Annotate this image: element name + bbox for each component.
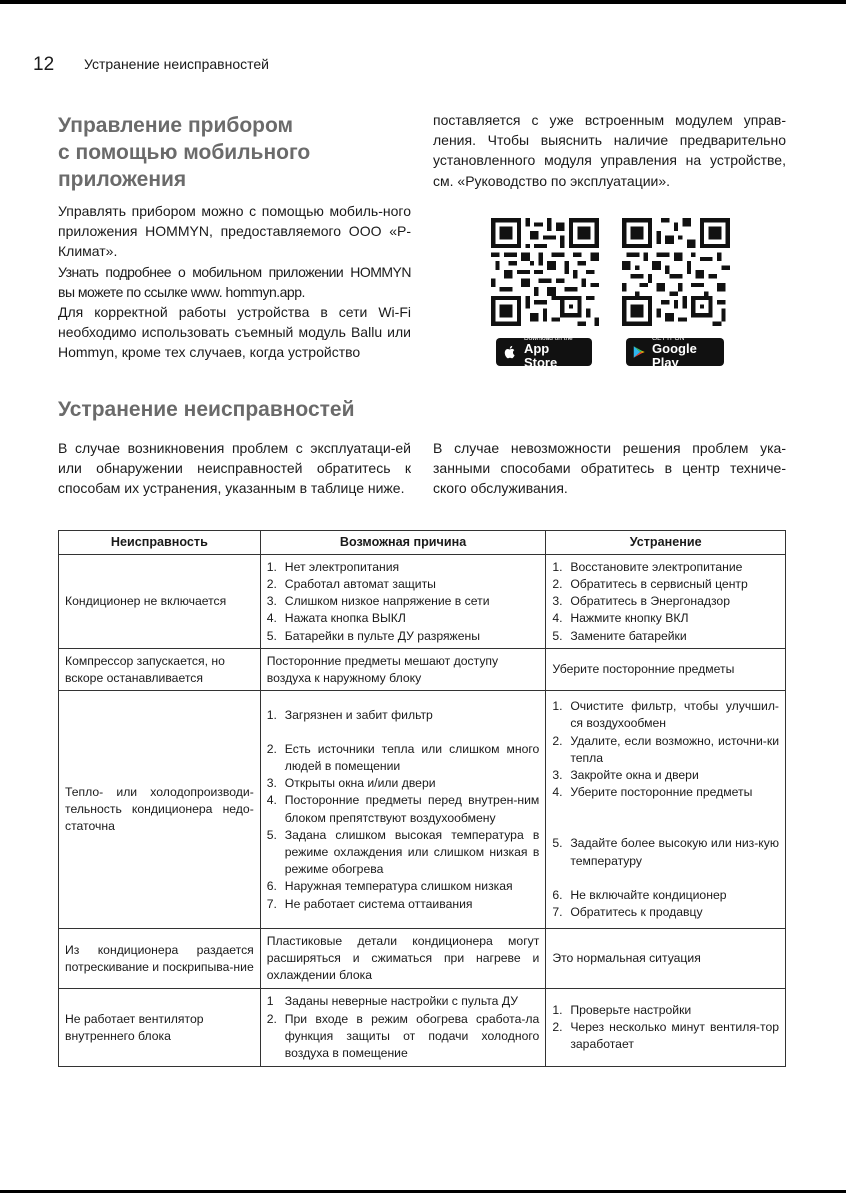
paragraph: Управлять прибором можно с помощью мобиль-ного приложения HOMMYN, предоставляемого ООО «Р-Климат». <box>58 203 411 260</box>
badge-big-text: App Store <box>523 340 558 370</box>
title-line: приложения <box>58 168 187 191</box>
list-item: 2. При входе в режим обогрева сработа-ла функция защиты от подачи холодного воздуха в помещение <box>266 1011 540 1060</box>
google-play-badge[interactable] <box>626 334 724 370</box>
list-item: 3. Закройте окна и двери <box>552 768 699 782</box>
list-item: 1. Проверьте настройки <box>552 1002 692 1017</box>
fix-cell <box>546 555 786 649</box>
fault-cell: Компрессор запускается, но вскоре останавливается <box>59 649 261 691</box>
badge-small-text: Download on the <box>523 334 573 342</box>
list-item: 4. Уберите посторонние предметы <box>552 785 753 800</box>
list-item: 4. Посторонние предметы перед внутрен-ним блоком препятствуют воздухообмену <box>266 793 540 825</box>
top-rule <box>0 0 846 4</box>
column-header-fix: Устранение <box>546 531 786 555</box>
section-title-troubleshooting: Устранение неисправностей <box>58 398 355 421</box>
google-play-icon <box>632 344 646 360</box>
title-line: с помощью мобильного <box>58 141 311 164</box>
list-item: 2. Сработал автомат защиты <box>266 576 436 591</box>
paragraph: Для корректной работы устройства в сети Wi-Fi необходимо использовать съемный модуль Ballu или Hommyn, кроме тех случаев, когда устройство <box>58 304 411 361</box>
list-item: 6. Не включайте кондиционер <box>552 887 727 902</box>
cause-cell <box>260 691 546 929</box>
paragraph: В случае невозможности решения проблем ука-занными способами обратитесь в центр техниче-ского обслуживания. <box>433 440 786 497</box>
list-item: 2. Обратитесь в сервисный центр <box>552 576 748 591</box>
list-item: 7. Обратитесь к продавцу <box>552 905 703 920</box>
list-item: 3. Слишком низкое напряжение в сети <box>266 594 490 609</box>
table-header-row <box>59 531 786 555</box>
list-item: 2. Через несколько минут вентиля-тор заработает <box>552 1020 779 1052</box>
list-item: 7. Не работает система оттаивания <box>266 896 473 911</box>
fix-cell: Это нормальная ситуация <box>546 929 786 989</box>
list-item: 5. Задайте более высокую или низ-кую температуру <box>552 836 779 868</box>
fix-cell <box>546 989 786 1067</box>
qr-code-google-play <box>622 218 730 326</box>
paragraph: поставляется с уже встроенным модулем управ-ления. Чтобы выяснить наличие предварительно установленного модуля управления на устройстве, см. «Руководство по эксплуатации». <box>433 112 786 189</box>
paragraph: В случае возникновения проблем с эксплуатаци-ей или обнаружении неисправностей обратитесь к способам их устранения, указанным в таблице ниже. <box>58 440 411 497</box>
section-title-app <box>58 112 310 193</box>
table-row <box>59 555 786 649</box>
list-item: 4. Нажмите кнопку ВКЛ <box>552 611 689 626</box>
fix-cell <box>546 691 786 929</box>
list-item: 2. Есть источники тепла или слишком много людей в помещении <box>266 741 540 773</box>
fault-cell: Кондиционер не включается <box>59 555 261 649</box>
table-row <box>59 649 786 691</box>
fault-cell: Из кондиционера раздается потрескивание и поскрипыва-ние <box>59 929 261 989</box>
list-item: 1 Заданы неверные настройки с пульта ДУ <box>266 994 518 1009</box>
app-intro-left <box>58 201 411 363</box>
page-number: 12 <box>33 54 55 75</box>
troubleshooting-intro-left <box>58 438 411 499</box>
list-item: 1. Очистите фильтр, чтобы улучшил-ся воздухообмен <box>552 699 779 731</box>
cause-cell <box>260 555 546 649</box>
list-item: 1. Восстановите электропитание <box>552 559 743 574</box>
app-store-badge[interactable] <box>496 334 592 370</box>
list-item: 3. Обратитесь в Энергонадзор <box>552 594 730 609</box>
table-row <box>59 929 786 989</box>
list-item: 1. Нет электропитания <box>266 559 400 574</box>
badge-big-text: Google Play <box>652 340 697 370</box>
badge-small-text: GET IT ON <box>652 334 685 342</box>
apple-icon <box>502 344 518 360</box>
cause-cell <box>260 989 546 1067</box>
qr-code-icon <box>491 218 599 326</box>
column-header-cause: Возможная причина <box>260 531 546 555</box>
list-item: 4. Нажата кнопка ВЫКЛ <box>266 611 406 626</box>
fix-cell: Уберите посторонние предметы <box>546 649 786 691</box>
cause-cell: Пластиковые детали кондиционера могут расширяться и сжиматься при нагреве и охлаждении блока <box>260 929 546 989</box>
fault-cell: Тепло- или холодопроизводи-тельность кондиционера недо-статочна <box>59 691 261 929</box>
qr-code-app-store <box>491 218 599 326</box>
list-item: 1. Загрязнен и забит фильтр <box>266 707 433 722</box>
list-item: 5. Задана слишком высокая температура в режиме охлаждения или слишком низкая в режиме обогрева <box>266 827 540 877</box>
troubleshooting-table <box>58 530 786 1067</box>
paragraph: Узнать подробнее о мобильном приложении HOMMYN вы можете по ссылке www. hommyn.app. <box>58 263 411 300</box>
table-row <box>59 691 786 929</box>
fault-cell: Не работает вентилятор внутреннего блока <box>59 989 261 1067</box>
list-item: 3. Открыты окна и/или двери <box>266 776 436 791</box>
cause-cell: Посторонние предметы мешают доступу воздуха к наружному блоку <box>260 649 546 691</box>
title-line: Управление прибором <box>58 114 294 137</box>
column-header-fault: Неисправность <box>59 531 261 555</box>
app-intro-right <box>433 110 786 191</box>
list-item: 5. Замените батарейки <box>552 628 687 643</box>
troubleshooting-intro-right <box>433 438 786 499</box>
table-row <box>59 989 786 1067</box>
qr-code-icon <box>622 218 730 326</box>
running-title: Устранение неисправностей <box>84 56 269 72</box>
list-item: 6. Наружная температура слишком низкая <box>266 879 513 894</box>
list-item: 2. Удалите, если возможно, источни-ки тепла <box>552 733 779 765</box>
list-item: 5. Батарейки в пульте ДУ разряжены <box>266 628 480 643</box>
